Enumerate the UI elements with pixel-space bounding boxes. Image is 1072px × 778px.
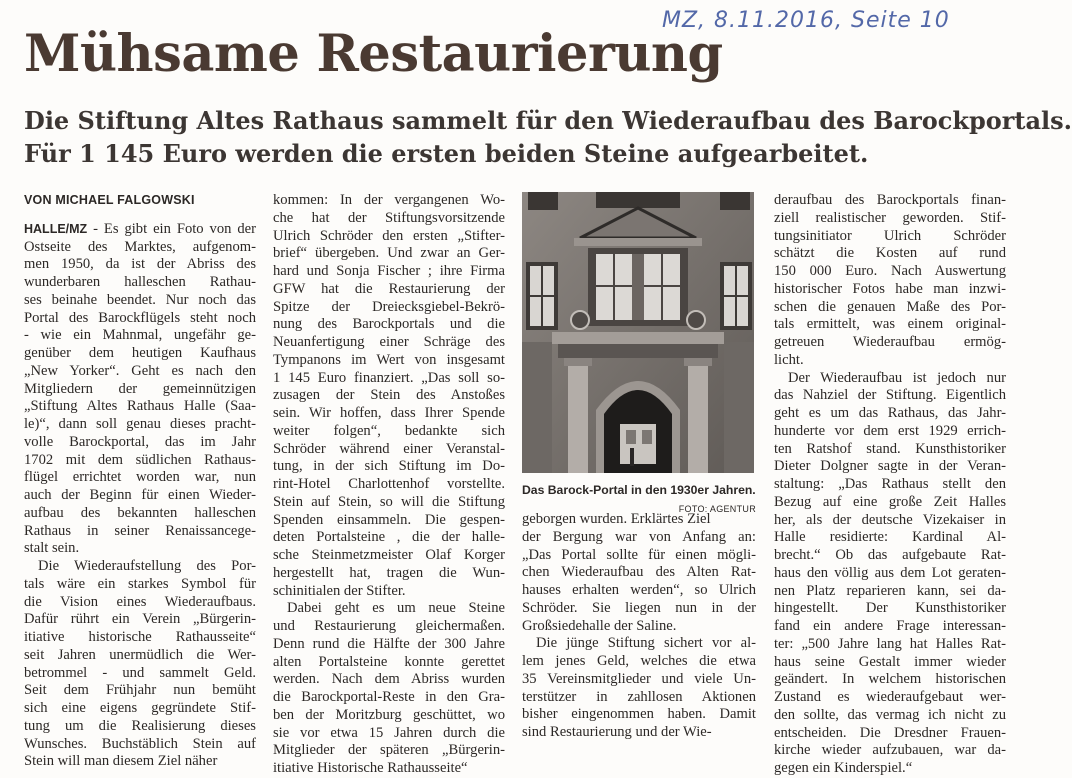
text-line: betrommel - und sammelt Geld. — [24, 664, 256, 681]
photo-caption-text: Das Barock-Portal in den 1930er Jahren. — [522, 483, 756, 497]
text-line: brief“ übergeben. Und zwar an Ger- — [273, 245, 505, 262]
text-line: Der Wiederaufbau ist jedoch nur — [788, 369, 1006, 386]
text-line: schen die genauen Maße des Por- — [774, 298, 1006, 315]
text-line: 35 Vereinsmitglieder und viele Un- — [522, 670, 756, 687]
text-line: Spenden einsammeln. Die gespen- — [273, 511, 505, 528]
column-2-lines — [273, 192, 505, 778]
subheadline-line: Die Stiftung Altes Rathaus sammelt für den Wiederaufbau des Barockportals. — [24, 106, 1072, 135]
text-line: itiative Historische Rathausseite“ — [273, 760, 468, 776]
photo-credit: FOTO: AGENTUR — [678, 504, 756, 514]
text-line: ziell realistischer geworden. Stif- — [774, 209, 1006, 226]
text-line: tung um die Realisierung dieses — [24, 717, 256, 734]
text-line: Stein auf Stein, so will die Stiftung — [273, 493, 505, 510]
text-line: die Barockportal-Reste in den Gra- — [273, 689, 505, 705]
text-line: brecht.“ Ob das aufgebaute Rat- — [774, 547, 1006, 563]
text-line: Wunsches. Buchstäblich Stein auf — [24, 735, 256, 752]
text-line: Schröder. Sie liegen nun in der — [522, 599, 756, 616]
text-line: tals wäre ein starkes Symbol für — [24, 575, 256, 592]
text-line: itiative historische Rathausseite“ — [24, 629, 256, 645]
text-line: geändert. In welchem historischen — [774, 671, 1006, 688]
text-line: che hat der Stiftungsvorsitzende — [273, 209, 505, 226]
text-line: weiter folgen“, bedankte sich — [273, 422, 505, 439]
text-line: Rathaus in seiner Renaissancege- — [24, 522, 256, 539]
text-line: chen Wiederaufbau des Alten Rat- — [522, 564, 756, 581]
text-line: Dieter Dolgner sagte in der Veran- — [774, 458, 1006, 475]
photo-caption — [522, 482, 756, 514]
text-line: haus den völlig aus dem Lot geraten- — [774, 564, 1006, 581]
text-line: 150 000 Euro. Nach Auswertung — [774, 263, 1006, 279]
barock-portal-photo — [522, 192, 754, 473]
text-line: Mitglieder der späteren „Bürgerin- — [273, 742, 505, 759]
text-line: Halle residierte: Kardinal Al- — [774, 529, 1006, 546]
text-line: tung, in der sich Stiftung im Do- — [273, 458, 505, 475]
text-line: her, als der deutsche Vizekaiser in — [774, 511, 1006, 528]
text-line: hergestellt hat, tragen die Wun- — [273, 564, 505, 581]
text-line: Großsiedehalle der Saline. — [522, 617, 677, 634]
article-column-1 — [24, 192, 256, 771]
text-line: aufbau des bekannten halleschen — [24, 504, 256, 521]
text-line: rint-Hotel Charlottenhof vorstellte. — [273, 476, 505, 492]
text-line: Stein will man diesem Ziel näher — [24, 753, 218, 770]
text-line: fand ein andere Frage interessan- — [774, 618, 1006, 634]
text-line: men 1950, da ist der Abriss des — [24, 256, 256, 273]
text-line: das Nahziel der Stiftung. Eigentlich — [774, 387, 1006, 404]
text-line: sche Steinmetzmeister Olaf Korger — [273, 547, 505, 563]
text-line: Tympanons im Wert von insgesamt — [273, 351, 505, 368]
text-line: hauses erhalten werden“, so Ulrich — [522, 582, 756, 598]
text-line: sie vor etwa 15 Jahren durch die — [273, 724, 505, 741]
article-column-2 — [273, 192, 505, 778]
text-line: stalt sein. — [24, 540, 80, 557]
text-line: „New Yorker“. Geht es nach den — [24, 362, 256, 379]
text-line: 1 145 Euro finanziert. „Das soll so- — [273, 369, 505, 386]
text-line: getreuen Wiederaufbau ermög- — [774, 334, 1006, 350]
article-column-3 — [522, 192, 756, 742]
text-line: sein. Wir hoffen, dass Ihrer Spende — [273, 405, 505, 421]
text-line: Schröder während einer Veranstal- — [273, 440, 505, 457]
text-line: wunderbaren halleschen Rathau- — [24, 274, 256, 290]
text-line: Neuanfertigung einer Schräge des — [273, 334, 505, 350]
text-line: hingestellt. Der Kunsthistoriker — [774, 600, 1006, 617]
text-line: die Vision eines Wiederaufbaus. — [24, 593, 256, 610]
text-line: entscheiden. Die Dresdner Frauen- — [774, 724, 1006, 741]
text-line: Mitgliedern der gemeinnützigen — [24, 380, 256, 397]
text-line: lem jenes Geld, welches die etwa — [522, 653, 756, 669]
text-line: den sollte, das vermag ich nicht zu — [774, 706, 1006, 723]
byline: VON MICHAEL FALGOWSKI — [24, 193, 195, 207]
text-line: kirche wieder aufzubauen, war da- — [774, 742, 1006, 759]
text-line: deraufbau des Barockportals finan- — [774, 192, 1006, 208]
text-line: geht es um das Rathaus, das Jahr- — [774, 405, 1006, 421]
text-line: 1702 mit dem südlichen Rathaus- — [24, 451, 256, 468]
text-line: sich eine eigens gegründete Stif- — [24, 700, 256, 716]
subheadline-line: Für 1 145 Euro werden die ersten beiden Steine aufgearbeitet. — [24, 139, 869, 168]
byline-spacer — [24, 210, 256, 221]
text-line: historischer Fotos habe man inzwi- — [774, 280, 1006, 297]
text-line: flügel errichtet worden war, nun — [24, 469, 256, 486]
text-line: alten Portalsteine konnte gerettet — [273, 653, 505, 670]
text-line: haus seine Gestalt immer wieder — [774, 653, 1006, 670]
text-line: genüber dem heutigen Kaufhaus — [24, 345, 256, 361]
text-line: ter: „500 Jahre lang hat Halles Rat- — [774, 635, 1006, 652]
text-line: bisher eingenommen haben. Damit — [522, 706, 756, 723]
text-line: nung des Barockportals und die — [273, 316, 505, 333]
text-line: GFW hat die Restaurierung der — [273, 280, 505, 297]
subheadline — [24, 104, 1072, 170]
text-line: Portal des Barockflügels steht noch — [24, 309, 256, 326]
text-line-content: - Es gibt ein Foto von der — [93, 220, 256, 237]
text-line: terstützer in zahllosen Aktionen — [522, 688, 756, 705]
text-line: Die Wiederaufstellung des Por- — [38, 558, 256, 574]
text-line: Ulrich Schröder den ersten „Stifter- — [273, 227, 505, 244]
text-line: - wie ein Mahnmal, ungefähr ge- — [24, 327, 256, 344]
text-line: volle Barockportal, das im Jahr — [24, 433, 256, 450]
text-line: kommen: In der vergangenen Wo- — [273, 192, 505, 208]
portal-photo-illustration — [522, 192, 754, 473]
text-line: werden. Nach dem Abriss wurden — [273, 671, 505, 688]
text-line: ben der Moritzburg geschüttet, wo — [273, 706, 505, 723]
text-line: hunderte vor dem erst 1929 errich- — [774, 422, 1006, 439]
text-line: und Restaurierung gleichermaßen. — [273, 618, 505, 634]
text-line: Die jünge Stiftung sichert vor al- — [536, 635, 756, 652]
text-line: Seit dem Frühjahr nun bemüht — [24, 682, 256, 699]
text-line: „Das Portal sollte für einen mögli- — [522, 546, 756, 563]
column-4-lines — [774, 192, 1006, 778]
text-line: „Stiftung Altes Rathaus Halle (Saa- — [24, 398, 256, 415]
text-line: auch der Beginn für einen Wieder- — [24, 487, 256, 503]
text-line: Zustand es wiederaufgebaut wer- — [774, 689, 1006, 705]
text-line: Denn rund die Hälfte der 300 Jahre — [273, 635, 505, 652]
dateline: HALLE/MZ — [24, 221, 88, 236]
text-line: Spitze der Dreiecksgiebel-Bekrö- — [273, 298, 505, 315]
text-line: hard und Sonja Fischer ; ihre Firma — [273, 263, 505, 279]
text-line: sind Restaurierung und der Wie- — [522, 724, 712, 740]
article-column-4 — [774, 192, 1006, 778]
text-line: licht. — [774, 351, 804, 368]
text-line: Dabei geht es um neue Steine — [287, 600, 505, 617]
text-line: schinitialen der Stifter. — [273, 582, 406, 599]
text-line: tals ermittelt, was einem original- — [774, 316, 1006, 333]
text-line: der Bergung war von Anfang an: — [522, 528, 756, 545]
text-line: ses beinahe beendet. Nur noch das — [24, 291, 256, 308]
text-line: Bezug auf eine große Zeit Halles — [774, 493, 1006, 510]
text-line: staltung: „Das Rathaus stellt den — [774, 476, 1006, 492]
text-line: deten Portalsteine , die der halle- — [273, 529, 505, 546]
column-1-lines — [24, 239, 256, 772]
text-line: ten Ratshof stand. Kunsthistoriker — [774, 440, 1006, 457]
text-line: tungsinitiator Ulrich Schröder — [774, 227, 1006, 244]
text-line: schätzt die Kosten auf rund — [774, 245, 1006, 262]
text-line: seit Jahren unermüdlich die Wer- — [24, 646, 256, 663]
headline: Mühsame Restaurierung — [24, 24, 723, 84]
text-line: nen Platz reparieren kann, sei da- — [774, 582, 1006, 599]
text-line: gegen ein Kinderspiel.“ — [774, 760, 913, 776]
column-3-lines — [522, 511, 756, 742]
handwritten-source-note: MZ, 8.11.2016, Seite 10 — [662, 8, 950, 33]
text-line — [24, 221, 256, 239]
text-line: zusagen der Stein des Anstoßes — [273, 387, 505, 404]
text-line: le)“, dann soll genau dieses pracht- — [24, 416, 256, 432]
text-line: Dafür rührt ein Verein „Bürgerin- — [24, 611, 256, 628]
text-line: Ostseite des Marktes, aufgenom- — [24, 238, 256, 255]
text-line: geborgen wurden. Erklärtes Ziel — [522, 511, 711, 527]
